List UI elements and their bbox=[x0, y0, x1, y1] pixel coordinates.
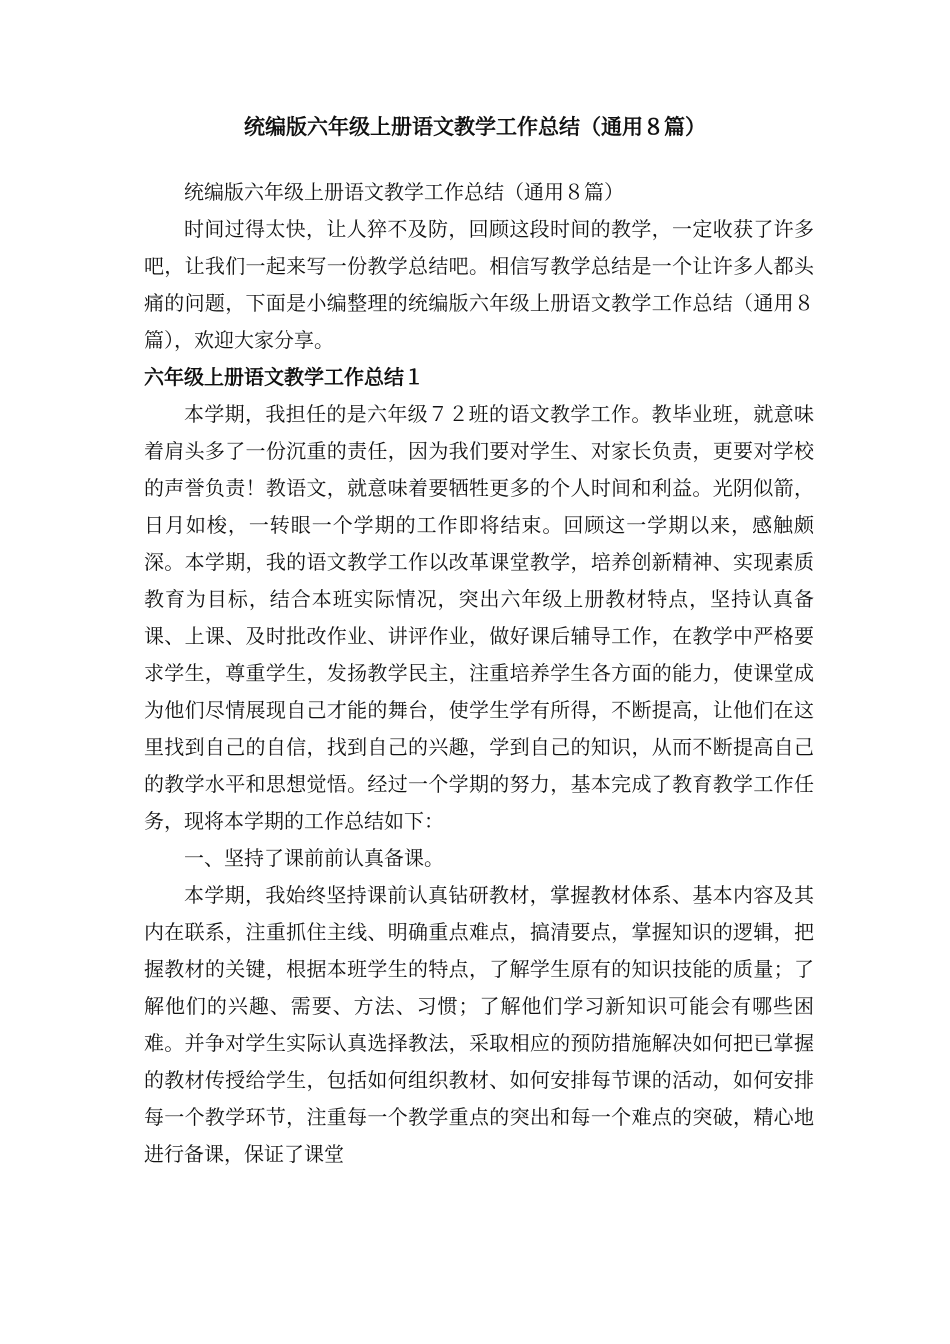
document-title: 统编版六年级上册语文教学工作总结（通用８篇） bbox=[244, 115, 706, 139]
body-paragraph: 本学期，我担任的是六年级７２班的语文教学工作。教毕业班，就意味着肩头多了一份沉重的责任，因为我们要对学生、对家长负责，更要对学校的声誉负责！教语文，就意味着要牺牲更多的个人时间和利益。光阴似箭，日月如梭，一转眼一个学期的工作即将结束。回顾这一学期以来，感触颇深。本学期，我的语文教学工作以改革课堂教学，培养创新精神、实现素质教育为目标，结合本班实际情况，突出六年级上册教材特点，坚持认真备课、上课、及时批改作业、讲评作业，做好课后辅导工作，在教学中严格要求学生，尊重学生，发扬教学民主，注重培养学生各方面的能力，使课堂成为他们尽情展现自己才能的舞台，使学生学有所得，不断提高，让他们在这里找到自己的自信，找到自己的兴趣，学到自己的知识，从而不断提高自己的教学水平和思想觉悟。经过一个学期的努力，基本完成了教育教学工作任务，现将本学期的工作总结如下： bbox=[144, 402, 814, 833]
subsection-heading: 一、坚持了课前前认真备课。 bbox=[184, 846, 444, 870]
document-body bbox=[144, 174, 814, 1173]
body-paragraph: 本学期，我始终坚持课前认真钻研教材，掌握教材体系、基本内容及其内在联系，注重抓住主线、明确重点难点，搞清要点，掌握知识的逻辑，把握教材的关键，根据本班学生的特点，了解学生原有的知识技能的质量；了解他们的兴趣、需要、方法、习惯；了解他们学习新知识可能会有哪些困难。并争对学生实际认真选择教法，采取相应的预防措施解决如何把已掌握的教材传授给学生，包括如何组织教材、如何安排每节课的活动，如何安排每一个教学环节，注重每一个教学重点的突出和每一个难点的突破，精心地进行备课，保证了课堂 bbox=[144, 883, 814, 1166]
subtitle-paragraph: 统编版六年级上册语文教学工作总结（通用８篇） bbox=[184, 180, 624, 204]
section-heading: 六年级上册语文教学工作总结１ bbox=[144, 365, 424, 389]
intro-paragraph: 时间过得太快，让人猝不及防，回顾这段时间的教学，一定收获了许多吧，让我们一起来写一份教学总结吧。相信写教学总结是一个让许多人都头痛的问题，下面是小编整理的统编版六年级上册语文教学工作总结（通用８篇），欢迎大家分享。 bbox=[144, 217, 814, 352]
